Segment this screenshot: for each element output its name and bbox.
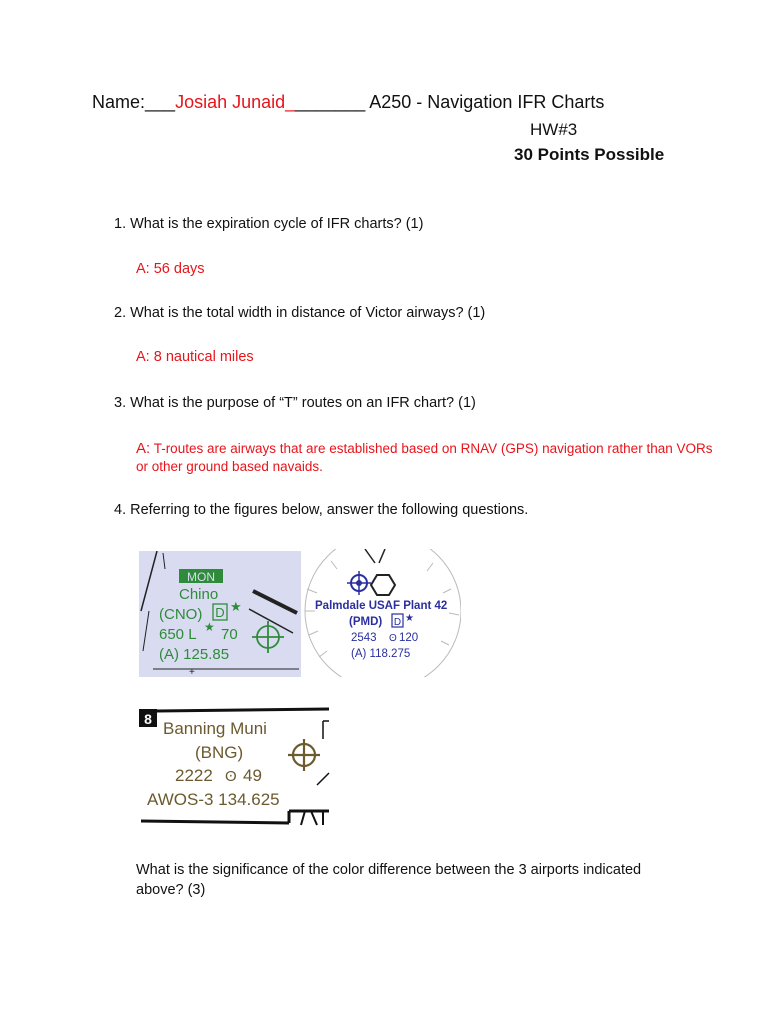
figure-banning: [139, 707, 331, 828]
question-2: 2. What is the total width in distance of Victor airways? (1): [114, 305, 486, 321]
palmdale-chart-image: [301, 549, 461, 677]
lighting-icon: ʘ: [389, 633, 397, 644]
banning-name: Banning Muni: [163, 719, 267, 738]
palmdale-elev: 2543: [351, 632, 377, 644]
chino-elev: 650 L: [159, 626, 197, 643]
lighting-icon: ʘ: [225, 768, 237, 785]
figure-palmdale: [301, 549, 461, 677]
header-name-line: [92, 92, 604, 113]
name-label: Name:: [92, 92, 146, 112]
chino-id: MON: [187, 570, 215, 584]
chino-name: Chino: [179, 586, 219, 603]
banning-chart-image: [139, 707, 331, 828]
palmdale-d-letter: D: [393, 617, 402, 628]
chino-d-letter: D: [215, 605, 225, 620]
answer-2: A: 8 nautical miles: [136, 349, 254, 365]
name-blank-red: _: [285, 92, 296, 112]
question-4-subquestion: What is the significance of the color difference between the 3 airports indicated above? (3): [136, 862, 642, 898]
answer-1: A: 56 days: [136, 261, 205, 277]
figure-number: 8: [144, 711, 152, 727]
chino-freq: (A) 125.85: [159, 646, 230, 663]
answer-3: [136, 440, 716, 476]
answer-3-body: T-routes are airways that are established based on RNAV (GPS) navigation rather than VORs or other ground based navaids.: [136, 441, 713, 474]
chino-code: (CNO): [159, 606, 203, 623]
name-blank-after: _______: [295, 92, 366, 112]
name-blank-before: ___: [145, 92, 176, 112]
course-title: A250 - Navigation IFR Charts: [369, 92, 605, 112]
homework-number: HW#3: [530, 120, 578, 139]
student-name: Josiah Junaid: [175, 92, 286, 112]
chino-rwy: 70: [221, 626, 238, 643]
banning-rwy: 49: [243, 766, 262, 785]
palmdale-code: (PMD): [349, 616, 383, 628]
chino-chart-image: [139, 551, 301, 677]
palmdale-rwy: 120: [399, 632, 419, 644]
star-icon: ★: [230, 599, 242, 614]
plus-mark-icon: +: [189, 667, 195, 677]
question-4: 4. Referring to the figures below, answer the following questions.: [114, 502, 529, 518]
star-icon: ★: [204, 620, 215, 634]
palmdale-name: Palmdale USAF Plant 42: [315, 600, 448, 612]
question-3: 3. What is the purpose of “T” routes on an IFR chart? (1): [114, 395, 476, 411]
figure-chino: [139, 551, 301, 677]
banning-code: (BNG): [195, 743, 244, 762]
palmdale-freq: (A) 118.275: [351, 648, 411, 660]
answer-3-label: A:: [136, 440, 151, 457]
chart-border-line: [141, 821, 289, 823]
banning-freq: AWOS-3 134.625: [147, 790, 280, 809]
points-possible: 30 Points Possible: [514, 145, 665, 164]
banning-elev: 2222: [175, 766, 213, 785]
star-icon: ★: [405, 613, 414, 624]
question-1: 1. What is the expiration cycle of IFR charts? (1): [114, 216, 424, 232]
chart-border-line: [157, 709, 329, 711]
